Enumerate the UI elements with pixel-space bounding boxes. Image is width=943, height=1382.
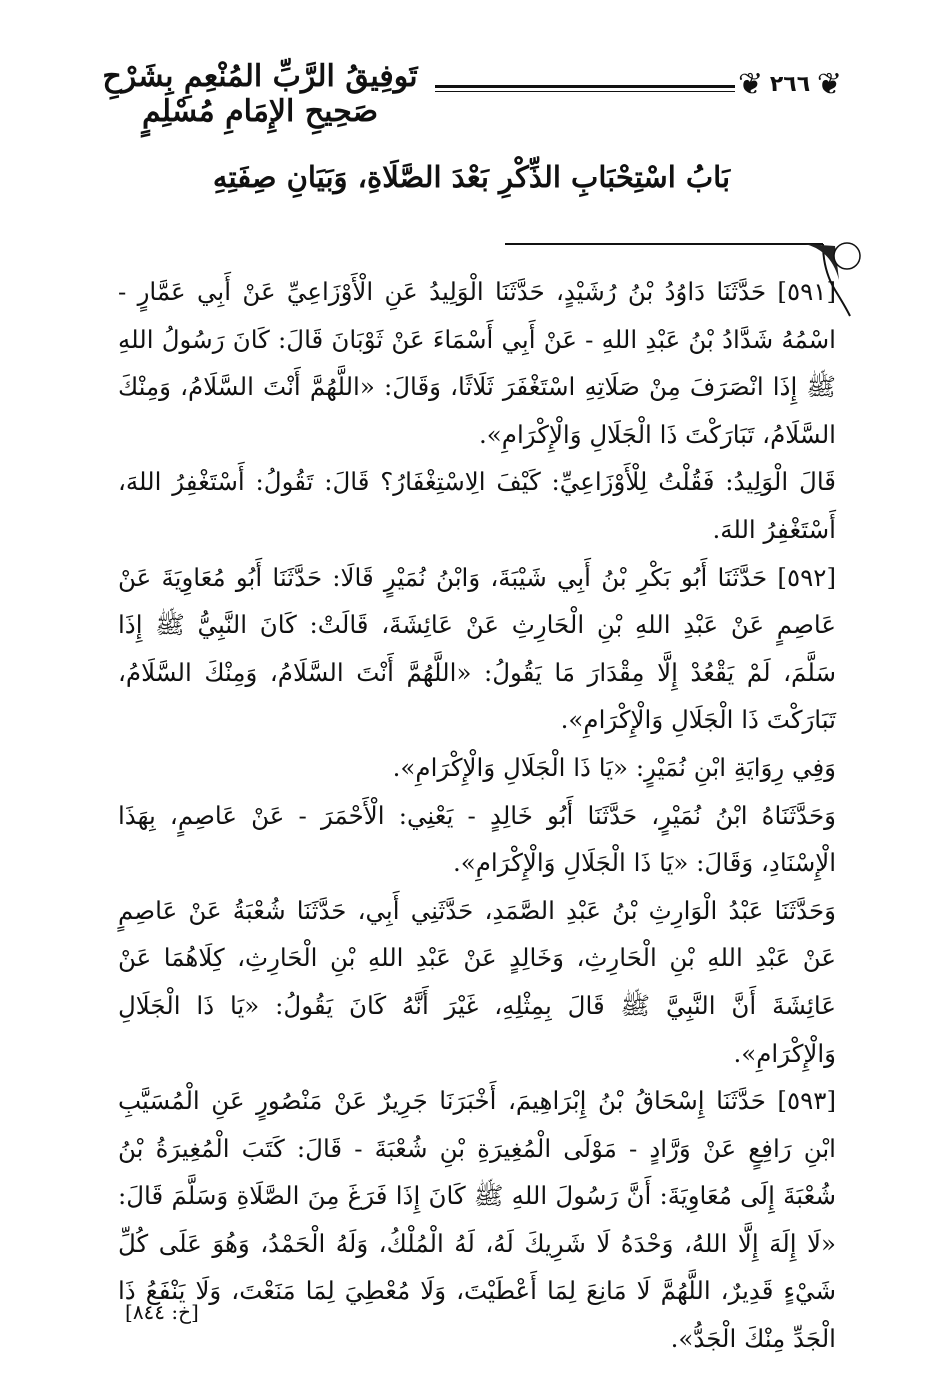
cross-reference: [خ: ٨٤٤] bbox=[125, 1300, 199, 1324]
header-rule bbox=[435, 85, 735, 88]
hadith-592: [٥٩٢] حَدَّثَنَا أَبُو بَكْرِ بْنُ أَبِي شَيْبَةَ، وَابْنُ نُمَيْرٍ قَالَا: حَدَّثَنَا أَبُو مُعَاوِيَةَ عَنْ عَاصِمٍ عَنْ عَبْدِ اللهِ بْنِ الْحَارِثِ عَنْ عَائِشَةَ، قَالَتْ: كَانَ النَّبِيُّ ﷺ إِذَا سَلَّمَ، لَمْ يَقْعُدْ إِلَّا مِقْدَارَ مَا يَقُولُ: «اللَّهُمَّ أَنْتَ السَّلَامُ، وَمِنْكَ السَّلَامُ، تَبَارَكْتَ ذَا الْجَلَالِ وَالْإِكْرَامِ». bbox=[118, 562, 836, 735]
book-title: تَوفِيقُ الرَّبِّ المُنْعِمِ بِشَرْحِ صَحِيحِ الإِمَامِ مُسْلِمٍ bbox=[102, 59, 418, 129]
paragraph-5: وَحَدَّثَنَاهُ ابْنُ نُمَيْرٍ، حَدَّثَنَا أَبُو خَالِدٍ - يَعْنِي: الْأَحْمَرَ - عَنْ عَاصِمٍ، بِهَذَا الْإِسْنَادِ، وَقَالَ: «يَا ذَا الْجَلَالِ وَالْإِكْرَامِ». bbox=[118, 800, 836, 878]
paragraph-2: قَالَ الْوَلِيدُ: فَقُلْتُ لِلْأَوْزَاعِيِّ: كَيْفَ الِاسْتِغْفَارُ؟ قَالَ: تَقُولُ: أَسْتَغْفِرُ اللهَ، أَسْتَغْفِرُ اللهَ. bbox=[118, 467, 836, 544]
paragraph-4: وَفِي رِوَايَةِ ابْنِ نُمَيْرٍ: «يَا ذَا الْجَلَالِ وَالْإِكْرَامِ». bbox=[392, 752, 836, 782]
hadith-593: [٥٩٣] حَدَّثَنَا إِسْحَاقُ بْنُ إِبْرَاهِيمَ، أَخْبَرَنَا جَرِيرٌ عَنْ مَنْصُورٍ عَنِ الْمُسَيَّبِ ابْنِ رَافِعٍ عَنْ وَرَّادٍ - مَوْلَى الْمُغِيرَةِ بْنِ شُعْبَةَ - قَالَ: كَتَبَ الْمُغِيرَةُ بْنُ شُعْبَةَ إِلَى مُعَاوِيَةَ: أَنَّ رَسُولَ اللهِ ﷺ كَانَ إِذَا فَرَغَ مِنَ الصَّلَاةِ وَسَلَّمَ قَالَ: «لَا إِلَهَ إِلَّا اللهُ، وَحْدَهُ لَا شَرِيكَ لَهُ، لَهُ الْمُلْكُ، وَلَهُ الْحَمْدُ، وَهُوَ عَلَى كُلِّ شَيْءٍ قَدِيرٌ، اللَّهُمَّ لَا مَانِعَ لِمَا أَعْطَيْتَ، وَلَا مُعْطِيَ لِمَا مَنَعْتَ، وَلَا يَنْفَعُ ذَا الْجَدِّ مِنْكَ الْجَدُّ». bbox=[118, 1086, 836, 1354]
hadith-591: [٥٩١] حَدَّثَنَا دَاوُدُ بْنُ رُشَيْدٍ، حَدَّثَنَا الْوَلِيدُ عَنِ الْأَوْزَاعِيِّ عَنْ أَبِي عَمَّارٍ - اسْمُهُ شَدَّادُ بْنُ عَبْدِ اللهِ - عَنْ أَبِي أَسْمَاءَ عَنْ ثَوْبَانَ قَالَ: كَانَ رَسُولُ اللهِ ﷺ إِذَا انْصَرَفَ مِنْ صَلَاتِهِ اسْتَغْفَرَ ثَلَاثًا، وَقَالَ: «اللَّهُمَّ أَنْتَ السَّلَامُ، وَمِنْكَ السَّلَامُ، تَبَارَكْتَ ذَا الْجَلَالِ وَالْإِكْرَامِ». bbox=[118, 277, 836, 449]
page-number-box bbox=[738, 63, 842, 107]
chapter-title: بَابُ اسْتِحْبَابِ الذِّكْرِ بَعْدَ الصَّلَاةِ، وَبَيَانِ صِفَتِهِ bbox=[212, 160, 731, 194]
paragraph-6: وَحَدَّثَنَا عَبْدُ الْوَارِثِ بْنُ عَبْدِ الصَّمَدِ، حَدَّثَنِي أَبِي، حَدَّثَنَا شُعْبَةُ عَنْ عَاصِمٍ عَنْ عَبْدِ اللهِ بْنِ الْحَارِثِ، وَخَالِدٍ عَنْ عَبْدِ اللهِ بْنِ الْحَارِثِ، كِلَاهُمَا عَنْ عَائِشَةَ أَنَّ النَّبِيَّ ﷺ قَالَ بِمِثْلِهِ، غَيْرَ أَنَّهُ كَانَ يَقُولُ: «يَا ذَا الْجَلَالِ وَالْإِكْرَامِ». bbox=[118, 895, 836, 1068]
page-number: ٢٦٦ bbox=[769, 72, 811, 97]
header-rule-thin bbox=[435, 91, 735, 92]
ornament-right-icon: ❦ bbox=[816, 67, 842, 102]
running-header bbox=[70, 55, 860, 129]
ornament-left-icon: ❦ bbox=[738, 67, 764, 102]
body-text bbox=[118, 268, 836, 1363]
